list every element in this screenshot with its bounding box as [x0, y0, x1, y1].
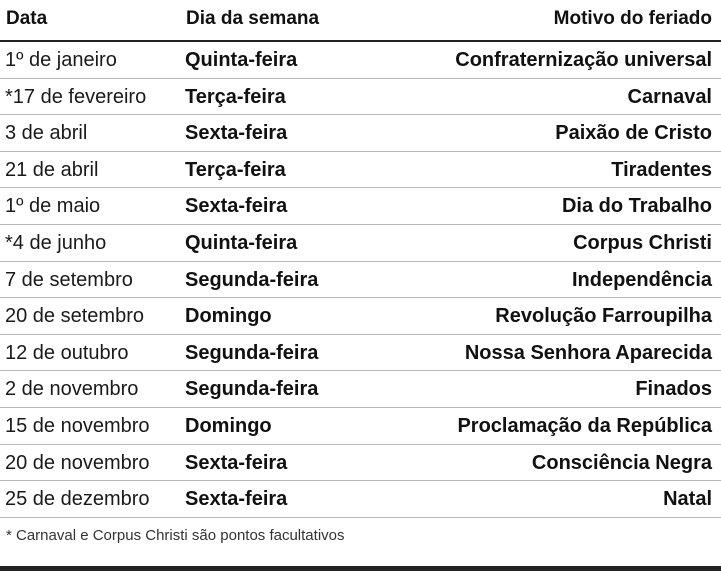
cell-date: 12 de outubro — [5, 341, 129, 364]
cell-date: 1º de maio — [5, 195, 101, 218]
cell-reason: Carnaval — [627, 85, 712, 108]
cell-weekday: Sexta-feira — [185, 195, 288, 218]
cell-reason: Proclamação da República — [457, 414, 712, 437]
cell-reason: Natal — [663, 488, 712, 511]
cell-weekday: Sexta-feira — [185, 451, 288, 474]
cell-reason: Independência — [571, 268, 712, 291]
cell-reason: Corpus Christi — [573, 231, 712, 254]
table-row — [0, 445, 721, 482]
cell-date: 21 de abril — [5, 158, 99, 181]
table-row — [0, 371, 721, 408]
cell-weekday: Segunda-feira — [185, 341, 319, 364]
cell-date: *4 de junho — [5, 231, 107, 254]
table-header — [0, 0, 721, 40]
table-row — [0, 335, 721, 372]
cell-weekday: Segunda-feira — [185, 378, 319, 401]
table-row — [0, 408, 721, 445]
cell-reason: Finados — [635, 378, 712, 401]
table-row — [0, 42, 721, 79]
table-row — [0, 262, 721, 299]
cell-date: 2 de novembro — [5, 378, 139, 401]
table-row — [0, 188, 721, 225]
cell-weekday: Segunda-feira — [185, 268, 319, 291]
cell-weekday: Sexta-feira — [185, 122, 288, 145]
cell-reason: Tiradentes — [611, 158, 712, 181]
table-row — [0, 152, 721, 189]
header-date: Data — [6, 8, 48, 29]
cell-date: 25 de dezembro — [5, 488, 150, 511]
cell-weekday: Quinta-feira — [185, 49, 298, 71]
table-row — [0, 115, 721, 152]
cell-date: 20 de setembro — [5, 305, 144, 328]
cell-date: *17 de fevereiro — [5, 85, 147, 108]
header-reason: Motivo do feriado — [553, 8, 712, 29]
cell-reason: Revolução Farroupilha — [495, 305, 712, 328]
footnote: * Carnaval e Corpus Christi são pontos facultativos — [6, 527, 345, 544]
table-row — [0, 298, 721, 335]
table-row — [0, 481, 721, 518]
cell-weekday: Domingo — [185, 414, 272, 437]
bottom-divider — [0, 566, 721, 571]
cell-weekday: Quinta-feira — [185, 231, 298, 254]
cell-date: 20 de novembro — [5, 451, 150, 474]
table-body — [0, 42, 721, 518]
cell-weekday: Terça-feira — [185, 158, 286, 181]
cell-date: 15 de novembro — [5, 414, 150, 437]
cell-reason: Consciência Negra — [531, 451, 712, 474]
cell-reason: Nossa Senhora Aparecida — [464, 341, 712, 364]
cell-reason: Confraternização universal — [455, 49, 712, 71]
cell-reason: Dia do Trabalho — [561, 195, 712, 218]
table-row — [0, 79, 721, 116]
cell-reason: Paixão de Cristo — [555, 122, 712, 145]
cell-date: 1º de janeiro — [5, 49, 117, 71]
cell-weekday: Terça-feira — [185, 85, 286, 108]
cell-date: 3 de abril — [5, 122, 88, 145]
cell-date: 7 de setembro — [5, 268, 133, 291]
cell-weekday: Domingo — [185, 305, 272, 328]
table-row — [0, 225, 721, 262]
header-weekday: Dia da semana — [186, 8, 320, 29]
cell-weekday: Sexta-feira — [185, 488, 288, 511]
